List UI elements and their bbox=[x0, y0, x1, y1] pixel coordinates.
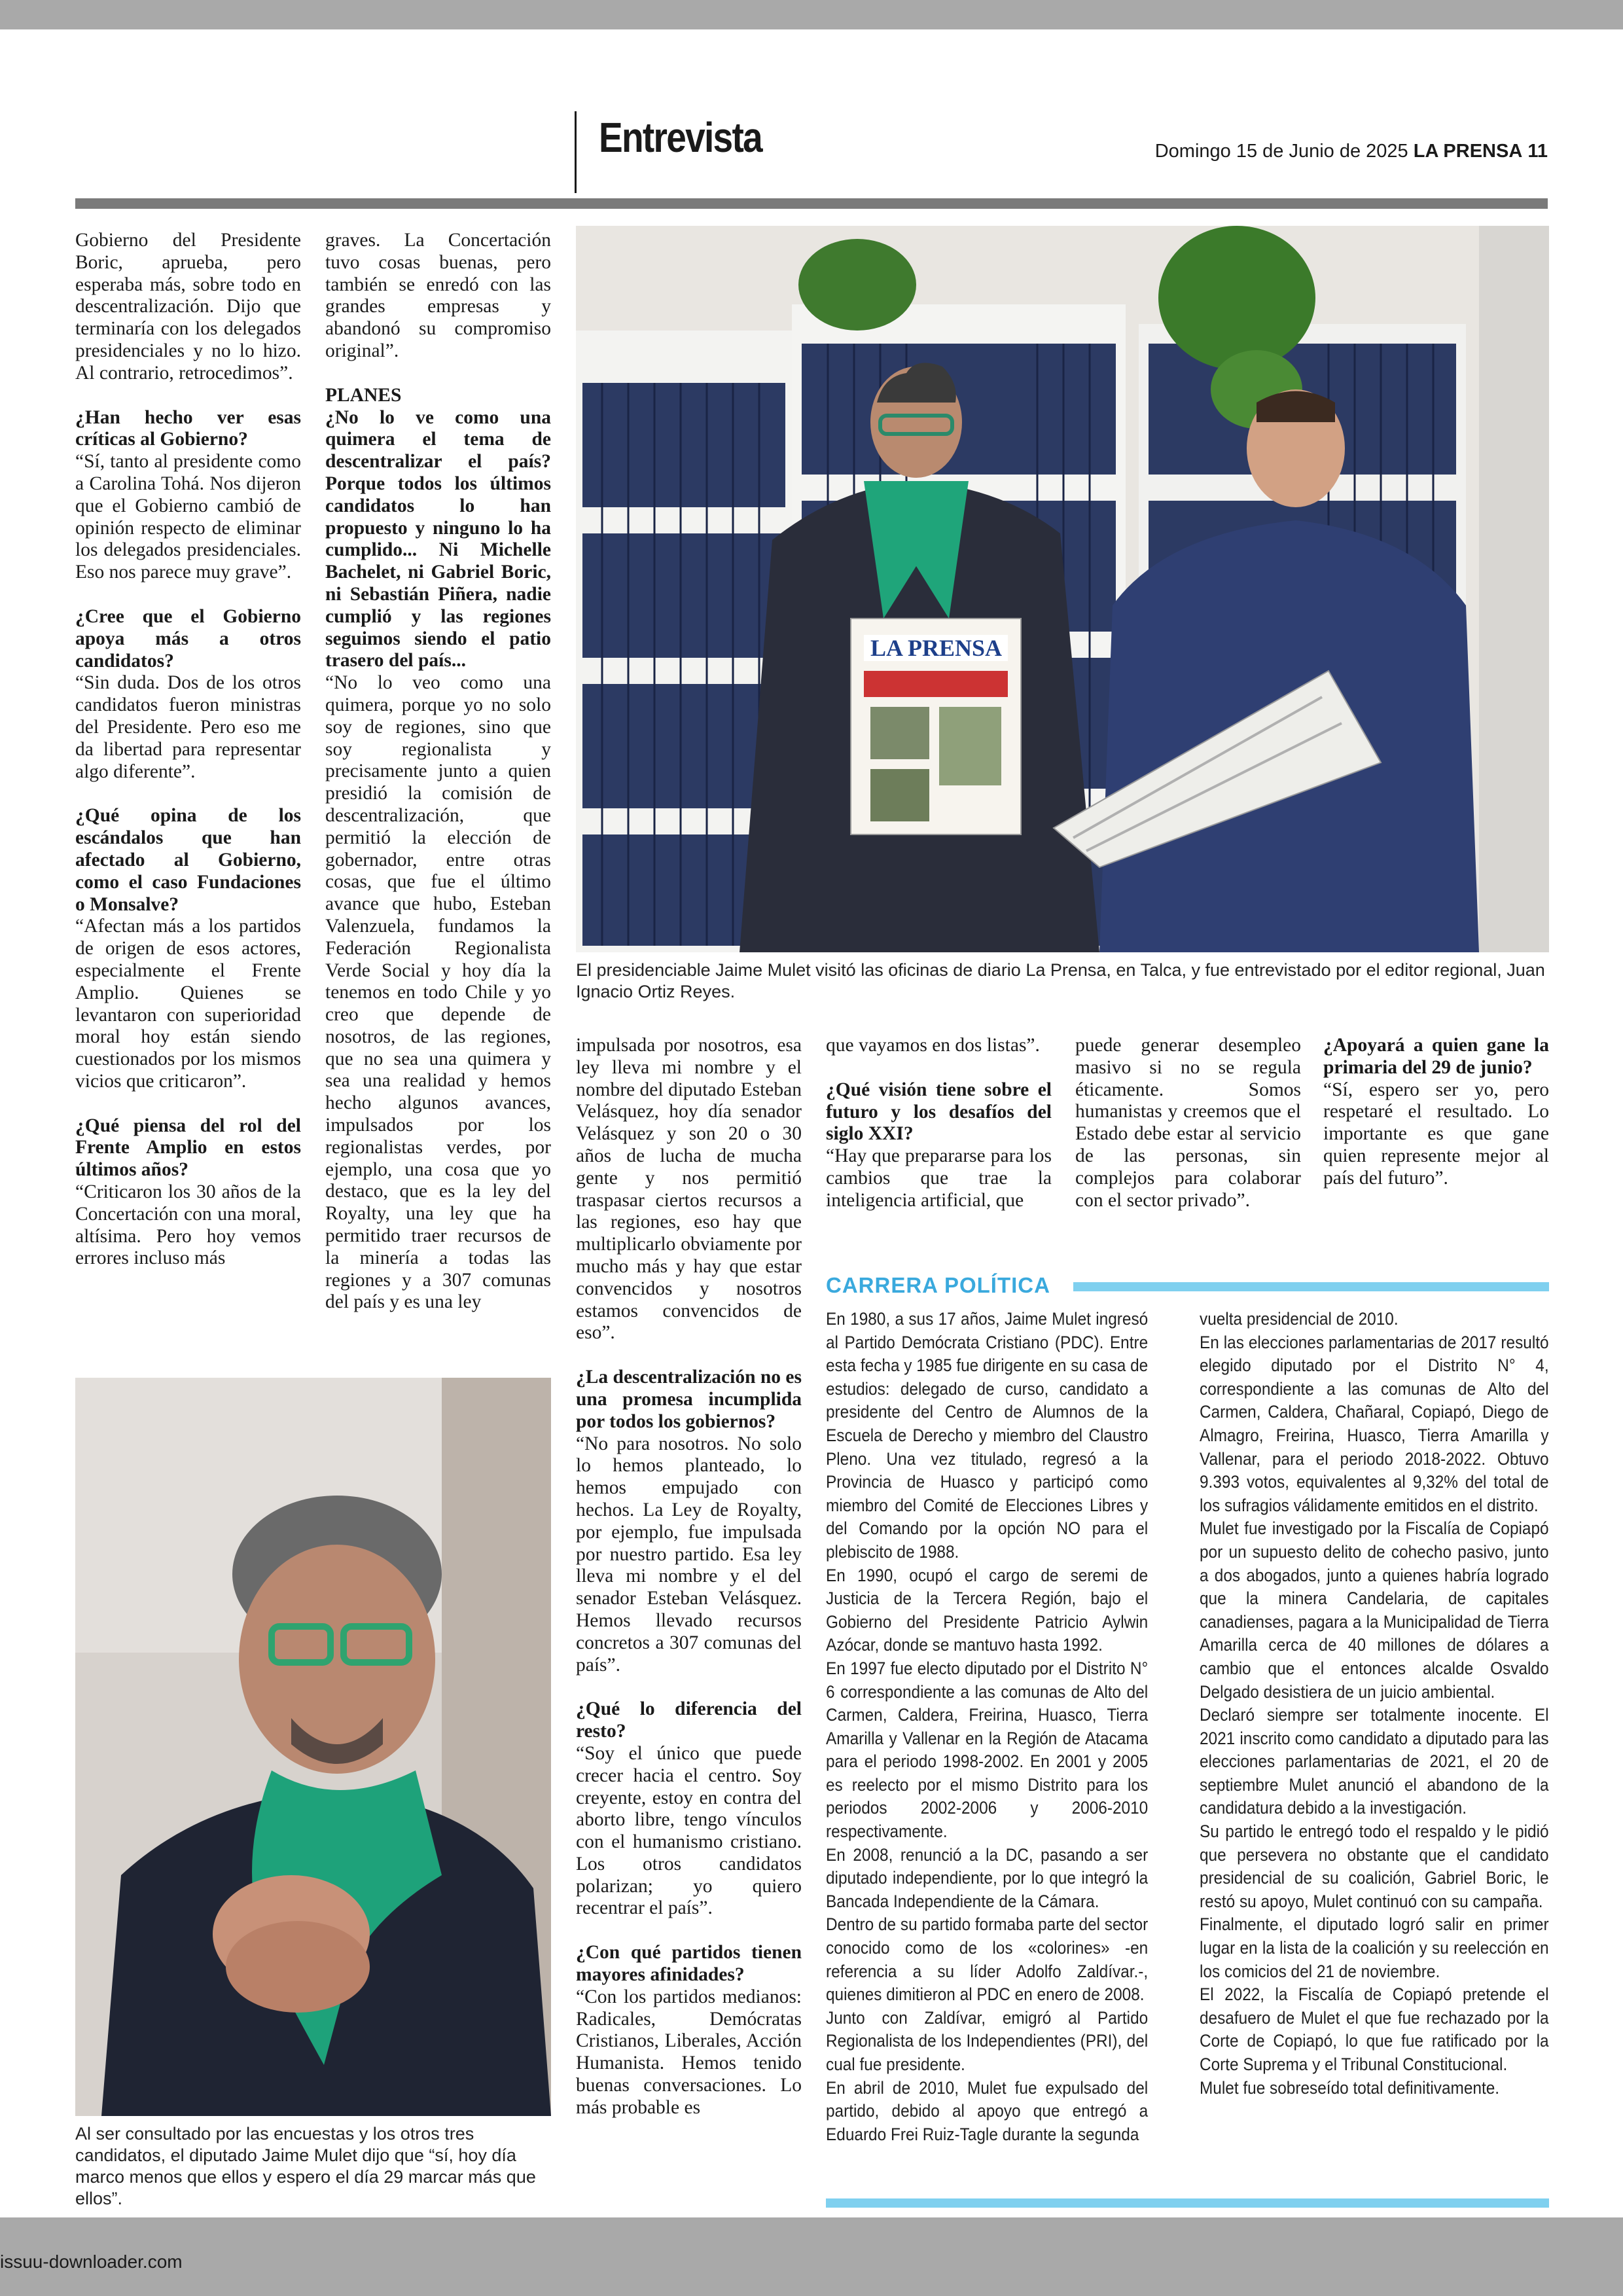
sidebar-paragraph: En las elecciones parlamentarias de 2017 resultó elegido diputado por el Distrito N° 4, correspondiente a las comunas de Alto del Carmen, Caldera, Chañaral, Copiapó, Diego de Almagro, Freirina, Huasco, Tierra Amarilla y Vallenar, para el periodo 2018-2022. Obtuvo 9.393 votos, equivalentes al 9,32% del total de los sufragios válidamente emitidos en el distrito. bbox=[1200, 1332, 1549, 1515]
question: ¿Cree que el Gobierno apoya más a otros candidatos? bbox=[75, 605, 301, 672]
article-column-4 bbox=[826, 1035, 1052, 1212]
article-column-2 bbox=[325, 230, 551, 1314]
paragraph: Gobierno del Presidente Boric, aprueba, pero esperaba más, sobre todo en descentralización. Dijo que terminaría con los delegados presidenciales y no lo hizo. Al contrario, retrocedimos”. bbox=[75, 230, 301, 384]
page-info bbox=[1155, 141, 1548, 162]
sidebar-paragraph: Mulet fue investigado por la Fiscalía de Copiapó por un supuesto delito de cohecho pasivo, junto a dos abogados, junto a quienes habría logrado que la minera Candelaria, de capitales canadienses, pagara a la Municipalidad de Tierra Amarilla cerca de 40 millones de dólares a cambio que el entonces alcalde Osvaldo Delgado desistiera de un juicio ambiental. bbox=[1200, 1518, 1549, 1702]
sidebar-paragraph: En 1997 fue electo diputado por el Distrito N° 6 correspondiente a las comunas de Alto del Carmen, Caldera, Freirina, Huasco, Tierra Amarilla y Vallenar en la Región de Atacama para el periodo 1998-2002. En 2001 y 2005 es reelecto por el mismo Distrito para los periodos 2002-2006 y 2006-2010 respectivamente. bbox=[826, 1658, 1149, 1842]
paper-name: LA PRENSA bbox=[1413, 141, 1523, 162]
question: ¿Han hecho ver esas críticas al Gobierno? bbox=[75, 406, 301, 450]
article-column-5 bbox=[1075, 1035, 1301, 1211]
header-divider bbox=[575, 111, 577, 193]
sidebar-bottom-rule bbox=[826, 2198, 1549, 2208]
question: ¿Qué visión tiene sobre el futuro y los desafíos del siglo XXI? bbox=[826, 1079, 1052, 1145]
held-newspaper-masthead: LA PRENSA bbox=[870, 635, 1003, 661]
subheading: PLANES bbox=[325, 384, 402, 406]
article-column-1 bbox=[75, 230, 301, 1270]
question: ¿No lo ve como una quimera el tema de descentralizar el país? Porque todos los últimos candidatos lo han propuesto y ninguno lo ha cumplido... Ni Michelle Bachelet, ni Gabriel Boric, ni Sebastián Piñera, nadie cumplió y las regiones seguimos siendo el patio trasero del país... bbox=[325, 406, 551, 672]
answer: “Sin duda. Dos de los otros candidatos fueron ministras del Presidente. Pero eso me da libertad para representar algo diferente”. bbox=[75, 672, 301, 782]
question: ¿Qué opina de los escándalos que han afectado al Gobierno, como el caso Fundaciones o Monsalve? bbox=[75, 805, 301, 915]
question: ¿La descentralización no es una promesa incumplida por todos los gobiernos? bbox=[576, 1367, 802, 1432]
newspaper-page bbox=[0, 29, 1623, 2217]
paragraph: que vayamos en dos listas”. bbox=[826, 1035, 1040, 1056]
answer: “Sí, espero ser yo, pero respetaré el resultado. Lo importante es que gane quien represente mejor al país del futuro”. bbox=[1323, 1079, 1549, 1189]
article-column-3 bbox=[576, 1035, 802, 2119]
portrait-photo bbox=[75, 1378, 551, 2116]
question: ¿Qué lo diferencia del resto? bbox=[576, 1698, 802, 1742]
download-watermark: issuu-downloader.com bbox=[0, 2251, 183, 2272]
sidebar-rule bbox=[1073, 1282, 1549, 1291]
sidebar-paragraph: Mulet fue sobreseído total definitivamente. bbox=[1200, 2077, 1500, 2098]
main-photo-caption: El presidenciable Jaime Mulet visitó las oficinas de diario La Prensa, en Talca, y fue entrevistado por el editor regional, Juan Ignacio Ortiz Reyes. bbox=[576, 960, 1545, 1001]
question: ¿Qué piensa del rol del Frente Amplio en estos últimos años? bbox=[75, 1115, 301, 1181]
paragraph: graves. La Concertación tuvo cosas buenas, pero también se enredó con las grandes empresas y abandonó su compromiso original”. bbox=[325, 230, 551, 361]
sidebar-paragraph: En abril de 2010, Mulet fue expulsado del partido, debido al apoyo que entregó a Eduardo Frei Ruiz-Tagle durante la segunda bbox=[826, 2077, 1149, 2144]
answer: “Soy el único que puede crecer hacia el centro. Soy creyente, estoy en contra del aborto libre, tengo vínculos con el humanismo cristiano. Los otros candidatos polarizan; yo quiero recentrar el país”. bbox=[576, 1742, 802, 1919]
portrait-photo-caption: Al ser consultado por las encuestas y los otros tres candidatos, el diputado Jaime Mulet dijo que “sí, hoy día marco menos que ellos y espero el día 29 marcar más que ellos”. bbox=[75, 2124, 536, 2208]
section-title: Entrevista bbox=[599, 114, 762, 161]
question: ¿Apoyará a quien gane la primaria del 29 de junio? bbox=[1323, 1035, 1549, 1078]
office-scene-image bbox=[576, 226, 1549, 952]
answer: “No para nosotros. No solo lo hemos planteado, lo hemos empujado con hechos. La Ley de Royalty, por ejemplo, fue impulsada por nuestro partido. Esa ley lleva mi nombre y el del senador Esteban Velásquez. Hemos llevado recursos concretos a 307 comunas del país”. bbox=[576, 1433, 802, 1676]
sidebar-column-right bbox=[1200, 1308, 1549, 2100]
paragraph: impulsada por nosotros, esa ley lleva mi nombre y el nombre del diputado Esteban Velásquez, hoy día senador Velásquez y son 20 o 30 años de lucha de mucha gente y nos permitió traspasar ciertos recursos a las regiones, eso hay que multiplicarlo obviamente por mucho más y hay que estar convencidos y nosotros estamos convencidos de eso”. bbox=[576, 1035, 802, 1344]
page-number: 11 bbox=[1527, 141, 1548, 162]
answer: “Criticaron los 30 años de la Concertación con una moral, altísima. Pero hoy vemos errores incluso más bbox=[75, 1181, 301, 1269]
main-photo bbox=[576, 226, 1549, 952]
answer: “No lo veo como una quimera, porque yo no solo soy de regiones, sino que soy regionalista y precisamente junto a quien presidió la comisión de descentralización, que permitió la elección de gobernador, entre otras cosas, que fue el último avance que hubo, Esteban Valenzuela, fundamos la Federación Regionalista Verde Social y hoy día la tenemos en todo Chile y yo creo que depende de nosotros, de las regiones, que no sea una quimera y sea una realidad y hemos hecho algunos avances, impulsados por los regionalistas verdes, por ejemplo, una cosa que yo destaco, que es la ley del Royalty, una ley que ha permitido traer recursos de la minería a todas las regiones y a 307 comunas del país y es una ley bbox=[325, 672, 551, 1313]
sidebar-paragraph: En 1980, a sus 17 años, Jaime Mulet ingresó al Partido Demócrata Cristiano (PDC). Entre esta fecha y 1985 fue dirigente en su casa de estudios: delegado de curso, candidato a presidente del Centro de Alumnos de la Escuela de Derecho y miembro del Claustro Pleno. Una vez titulado, regresó a la Provincia de Huasco y participó como miembro del Comité de Elecciones Libres y del Comando por la opción NO para el plebiscito de 1988. bbox=[826, 1309, 1149, 1562]
article-column-6 bbox=[1323, 1035, 1549, 1190]
sidebar-paragraph: Dentro de su partido formaba parte del sector conocido como de los «colorines» -en referencia a su líder Adolfo Zaldívar.-, quienes dimitieron al PDC en enero de 2008. bbox=[826, 1914, 1149, 2005]
portrait-image bbox=[75, 1378, 551, 2116]
header-rule bbox=[75, 198, 1548, 209]
sidebar-paragraph: Junto con Zaldívar, emigró al Partido Regionalista de los Independientes (PRI), del cual fue presidente. bbox=[826, 2007, 1149, 2074]
paragraph: puede generar desempleo masivo si no se regula éticamente. Somos humanistas y creemos que el Estado debe estar al servicio de las personas, sin complejos para colaborar con el sector privado”. bbox=[1075, 1035, 1301, 1211]
question: ¿Con qué partidos tienen mayores afinidades? bbox=[576, 1942, 802, 1986]
answer: “Sí, tanto al presidente como a Carolina Tohá. Nos dijeron que el Gobierno cambió de opinión respecto de eliminar los delegados presidenciales. Eso nos parece muy grave”. bbox=[75, 451, 301, 583]
answer: “Hay que prepararse para los cambios que trae la inteligencia artificial, que bbox=[826, 1145, 1052, 1211]
sidebar-paragraph: Finalmente, el diputado logró salir en primer lugar en la lista de la coalición y su reelección en los comicios del 21 de noviembre. bbox=[1200, 1914, 1549, 1981]
sidebar-title: CARRERA POLÍTICA bbox=[826, 1273, 1050, 1297]
sidebar-paragraph: vuelta presidencial de 2010. bbox=[1200, 1309, 1399, 1329]
answer: “Afectan más a los partidos de origen de esos actores, especialmente el Frente Amplio. Quienes se levantaron con superioridad moral hoy están siendo cuestionados por los mismos vicios que criticaron”. bbox=[75, 916, 301, 1092]
sidebar-column-left bbox=[826, 1308, 1148, 2146]
sidebar-paragraph: Su partido le entregó todo el respaldo y le pidió que persevera no obstante que el candidato presidencial de su coalición, Gabriel Boric, le restó su apoyo, Mulet continuó con su campaña. bbox=[1200, 1821, 1549, 1911]
sidebar-paragraph: Declaró siempre ser totalmente inocente. El 2021 inscrito como candidato a diputado para las elecciones parlamentarias de 2021, el 20 de septiembre Mulet anunció el abandono de la candidatura debido a la investigación. bbox=[1200, 1705, 1549, 1818]
sidebar-paragraph: El 2022, la Fiscalía de Copiapó pretende el desafuero de Mulet el que fue rechazado por la Corte de Copiapó, lo que fue ratificado por la Corte Suprema y el Tribunal Constitucional. bbox=[1200, 1984, 1549, 2074]
answer: “Con los partidos medianos: Radicales, Demócratas Cristianos, Liberales, Acción Humanista. Hemos tenido buenas conversaciones. Lo más probable es bbox=[576, 1986, 802, 2118]
issue-date: Domingo 15 de Junio de 2025 bbox=[1154, 141, 1408, 162]
sidebar-paragraph: En 1990, ocupó el cargo de seremi de Justicia de la Tercera Región, bajo el Gobierno del Presidente Patricio Aylwin Azócar, donde se mantuvo hasta 1992. bbox=[826, 1565, 1149, 1655]
sidebar-paragraph: En 2008, renunció a la DC, pasando a ser diputado independiente, por lo que integró la Bancada Independiente de la Cámara. bbox=[826, 1844, 1149, 1911]
